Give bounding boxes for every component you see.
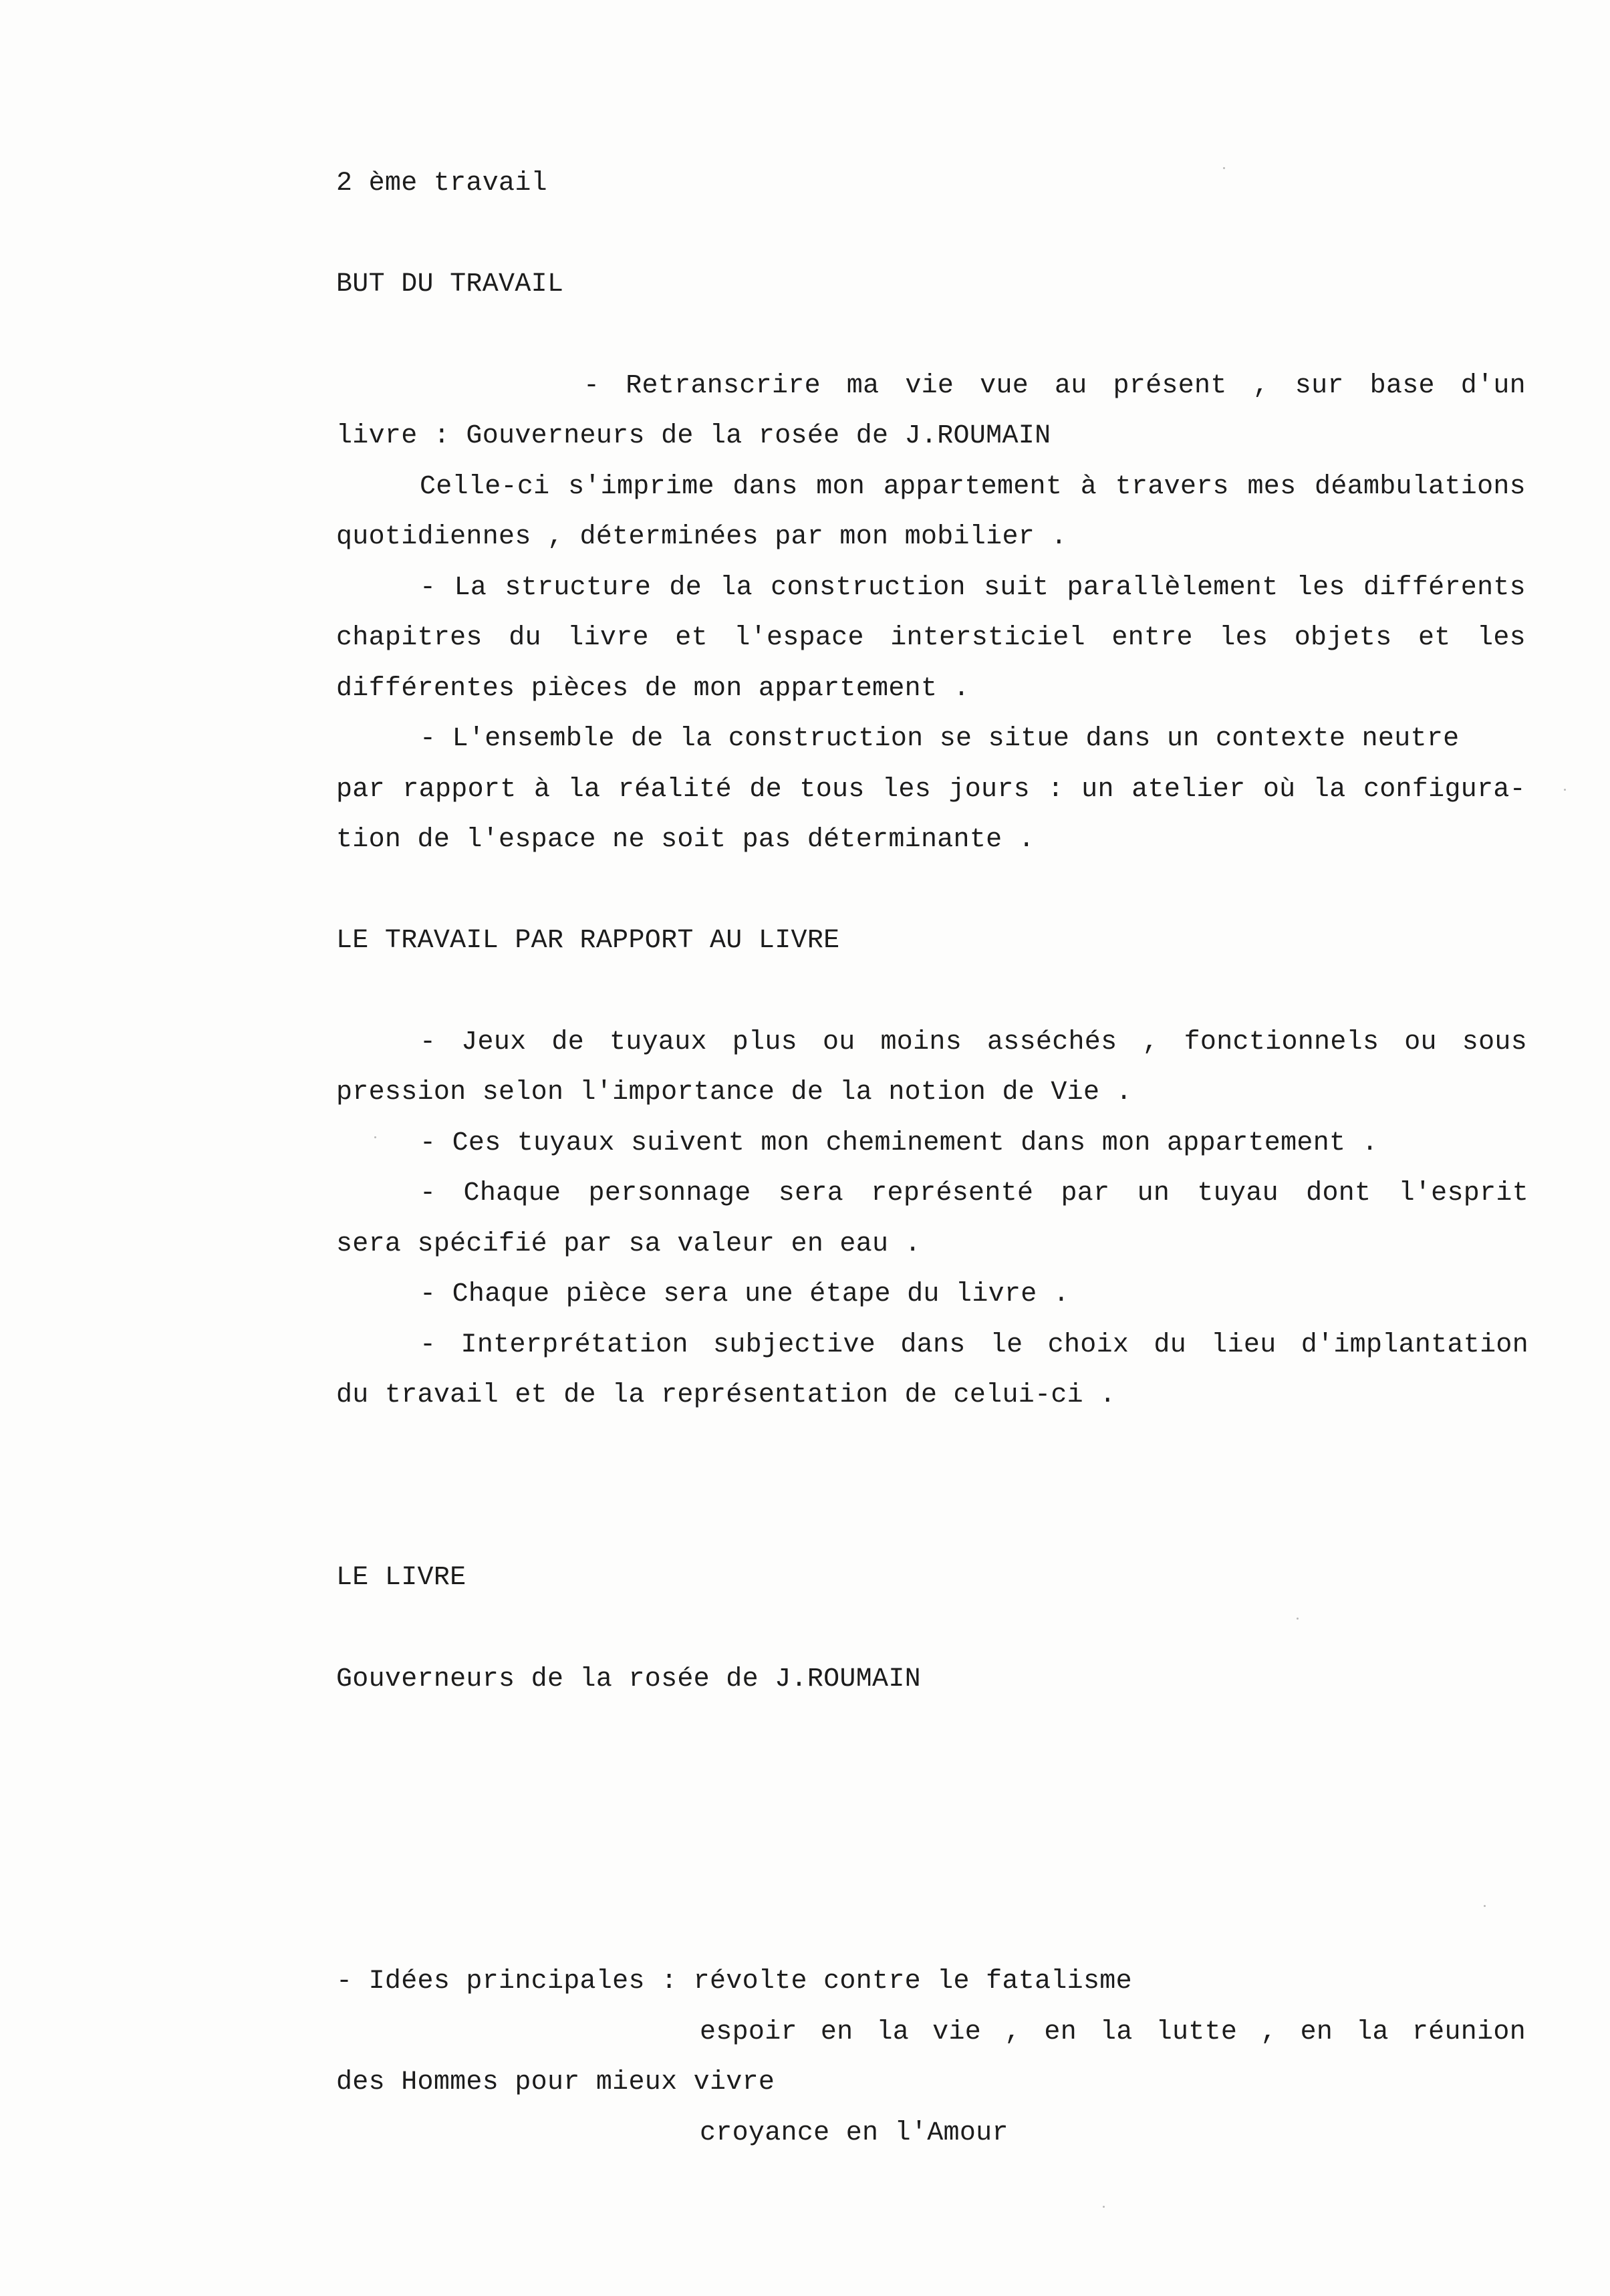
goal-line-8: - L'ensemble de la construction se situe dans un contexte neutre — [420, 724, 1460, 754]
ideas-line-2: espoir en la vie , en la lutte , en la réunion — [700, 2017, 1526, 2047]
relation-line-5: sera spécifié par sa valeur en eau . — [336, 1229, 921, 1259]
scan-speck — [1297, 1618, 1299, 1620]
scan-speck — [1223, 167, 1225, 169]
section-heading-goal: BUT DU TRAVAIL — [336, 269, 564, 299]
relation-line-3: - Ces tuyaux suivent mon cheminement dans mon appartement . — [420, 1128, 1378, 1158]
goal-line-4: quotidiennes , déterminées par mon mobilier . — [336, 522, 1067, 552]
goal-line-2: livre : Gouverneurs de la rosée de J.ROUMAIN — [336, 421, 1051, 451]
goal-line-1: - Retranscrire ma vie vue au présent , sur base d'un — [583, 371, 1526, 401]
goal-line-5: - La structure de la construction suit parallèlement les différents — [420, 573, 1526, 603]
relation-line-1: - Jeux de tuyaux plus ou moins asséchés , fonctionnels ou sous — [420, 1027, 1527, 1057]
ideas-line-4: croyance en l'Amour — [700, 2118, 1009, 2148]
goal-line-10: tion de l'espace ne soit pas déterminante . — [336, 825, 1035, 855]
goal-line-9: par rapport à la réalité de tous les jours : un atelier où la configura- — [336, 775, 1526, 805]
section-heading-book-relation: LE TRAVAIL PAR RAPPORT AU LIVRE — [336, 926, 840, 956]
relation-line-7: - Interprétation subjective dans le choix du lieu d'implantation — [420, 1330, 1528, 1360]
relation-line-4: - Chaque personnage sera représenté par un tuyau dont l'esprit — [420, 1178, 1528, 1208]
goal-line-6: chapitres du livre et l'espace intersticiel entre les objets et les — [336, 623, 1526, 653]
ideas-line-1: - Idées principales : révolte contre le fatalisme — [336, 1966, 1132, 1997]
relation-line-2: pression selon l'importance de la notion de Vie . — [336, 1077, 1132, 1108]
scan-speck — [374, 1136, 376, 1138]
scan-speck — [1484, 1905, 1486, 1907]
work-heading: 2 ème travail — [336, 168, 547, 199]
book-title-line: Gouverneurs de la rosée de J.ROUMAIN — [336, 1664, 921, 1694]
goal-line-7: différentes pièces de mon appartement . — [336, 674, 970, 704]
scan-speck — [1103, 2206, 1105, 2208]
scan-speck — [1564, 789, 1566, 791]
relation-line-8: du travail et de la représentation de celui-ci . — [336, 1380, 1116, 1410]
goal-line-3: Celle-ci s'imprime dans mon appartement à travers mes déambulations — [420, 472, 1526, 502]
section-heading-book: LE LIVRE — [336, 1563, 466, 1593]
relation-line-6: - Chaque pièce sera une étape du livre . — [420, 1279, 1070, 1309]
ideas-line-3: des Hommes pour mieux vivre — [336, 2067, 775, 2097]
